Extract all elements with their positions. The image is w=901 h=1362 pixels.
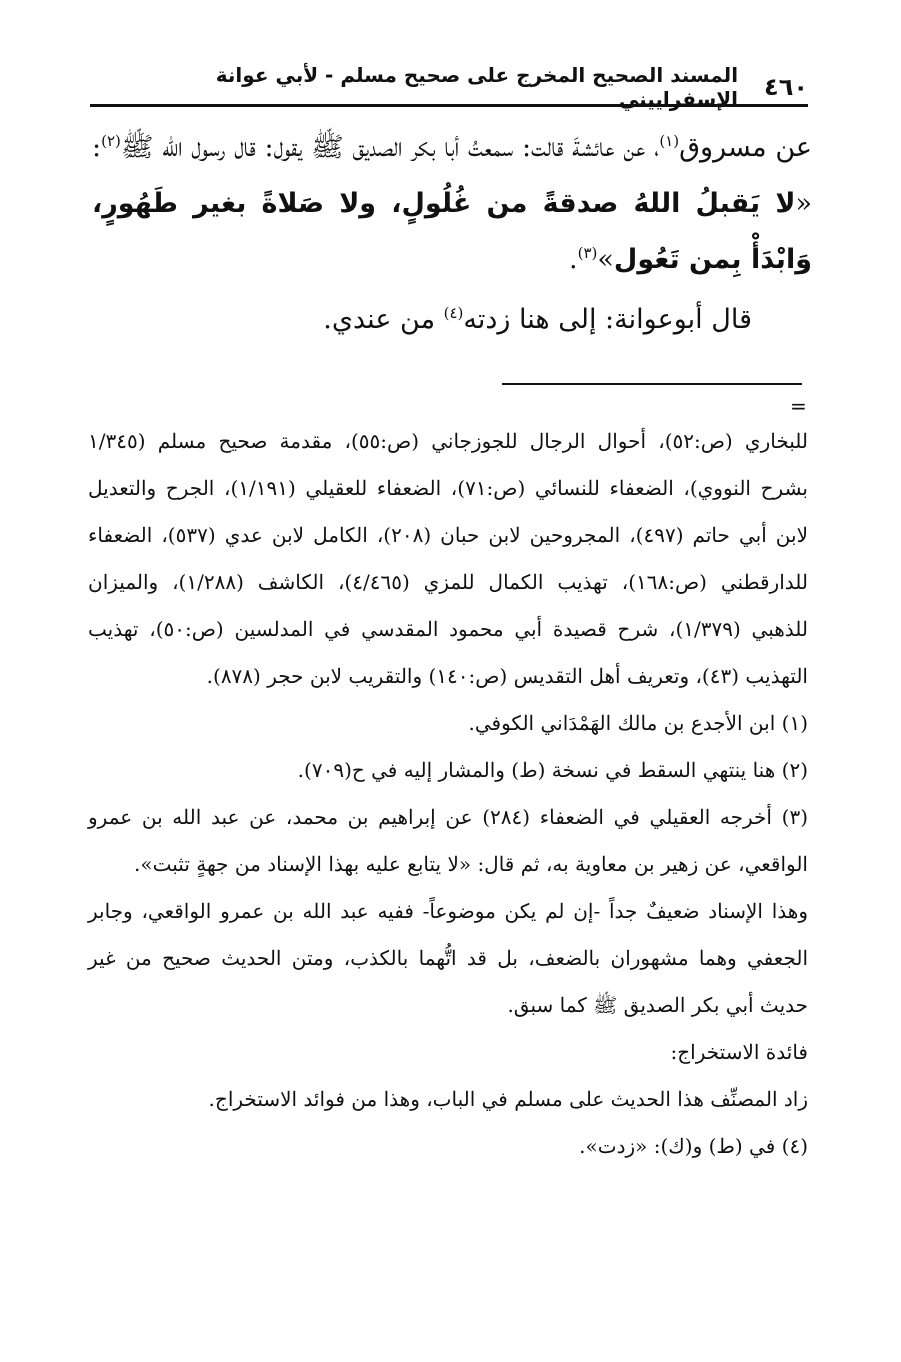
footnote-ref-4: (٤) <box>443 304 464 322</box>
hadith-paragraph <box>92 120 812 288</box>
footnote-ref-1: (١) <box>659 132 680 150</box>
footnote-continuation: للبخاري (ص:٥٢)، أحوال الرجال للجوزجاني (ص:٥٥)، مقدمة صحيح مسلم (١/٣٤٥ بشرح النووي)، الضعفاء للنسائي (ص:٧١)، الضعفاء للعقيلي (١/١٩١)، الجرح والتعديل لابن أبي حاتم (٤٩٧)، المجروحين لابن حبان (٢٠٨)، الكامل لابن عدي (٥٣٧)، الضعفاء للدارقطني (ص:١٦٨)، تهذيب الكمال للمزي (٤/٤٦٥)، الكاشف (١/٢٨٨)، والميزان للذهبي (١/٣٧٩)، شرح قصيدة أبي محمود المقدسي في المدلسين (ص:٥٠)، تهذيب التهذيب (٤٣)، وتعريف أهل التقديس (ص:١٤٠) والتقريب لابن حجر (٨٧٨). <box>88 429 809 688</box>
footnote-ref-3: (٣) <box>577 244 598 262</box>
footnote-3-assessment: وهذا الإسناد ضعيفٌ جداً -إن لم يكن موضوعاً- ففيه عبد الله بن عمرو الواقعي، وجابر الجعفي وهما مشهوران بالضعف، بل قد اتُّهما بالكذب، ومتن الحديث صحيح من غير حديث أبي بكر الصديق ﷺ كما سبق. <box>88 899 808 1017</box>
narration-text: ، عن عائشةَ قالت: سمعتُ أبا بكر الصديق ﷺ يقول: قال رسول الله ﷺ <box>120 132 660 163</box>
hadith-text: لا يَقبلُ اللهُ صدقةً من غُلُولٍ، ولا صَلاةً بغير طَهُورٍ، وَابْدَأْ بِمن تَعُول <box>92 188 812 275</box>
main-text <box>92 120 812 348</box>
author-note: قال أبوعوانة: إلى هنا زدته <box>463 304 752 335</box>
footnote-4: (٤) في (ط) و(ك): «زدت». <box>579 1134 808 1158</box>
quote-close: » <box>597 244 614 275</box>
author-note-end: من عندي. <box>323 304 444 335</box>
footnote-3: (٣) أخرجه العقيلي في الضعفاء (٢٨٤) عن إبراهيم بن محمد، عن عبد الله بن عمرو الواقعي، عن زهير بن معاوية به، ثم قال: «لا يتابع عليه بهذا الإسناد من جهةٍ تثبت». <box>88 805 808 876</box>
footnote-2: (٢) هنا ينتهي السقط في نسخة (ط) والمشار إليه في ح(٧٠٩). <box>297 758 808 782</box>
page-header <box>90 63 808 111</box>
continuation-mark: = <box>790 394 807 418</box>
author-note-paragraph <box>92 292 812 348</box>
footnote-1: (١) ابن الأجدع بن مالك الهَمْدَاني الكوفي. <box>468 711 808 735</box>
page-number: ٤٦٠ <box>764 73 808 101</box>
footnote-separator <box>502 383 802 385</box>
footnotes <box>88 418 808 1170</box>
footnote-ref-2: (٢) <box>101 132 121 150</box>
footnote-3-heading: فائدة الاستخراج: <box>670 1040 808 1064</box>
narration-text: عن مسروق <box>679 132 812 163</box>
quote-open: : « <box>92 132 812 219</box>
footnote-3-benefit: زاد المصنِّف هذا الحديث على مسلم في الباب، وهذا من فوائد الاستخراج. <box>208 1087 808 1111</box>
period: . <box>568 244 578 275</box>
running-title: المسند الصحيح المخرج على صحيح مسلم - لأبي عوانة الإسفراييني <box>215 63 739 111</box>
